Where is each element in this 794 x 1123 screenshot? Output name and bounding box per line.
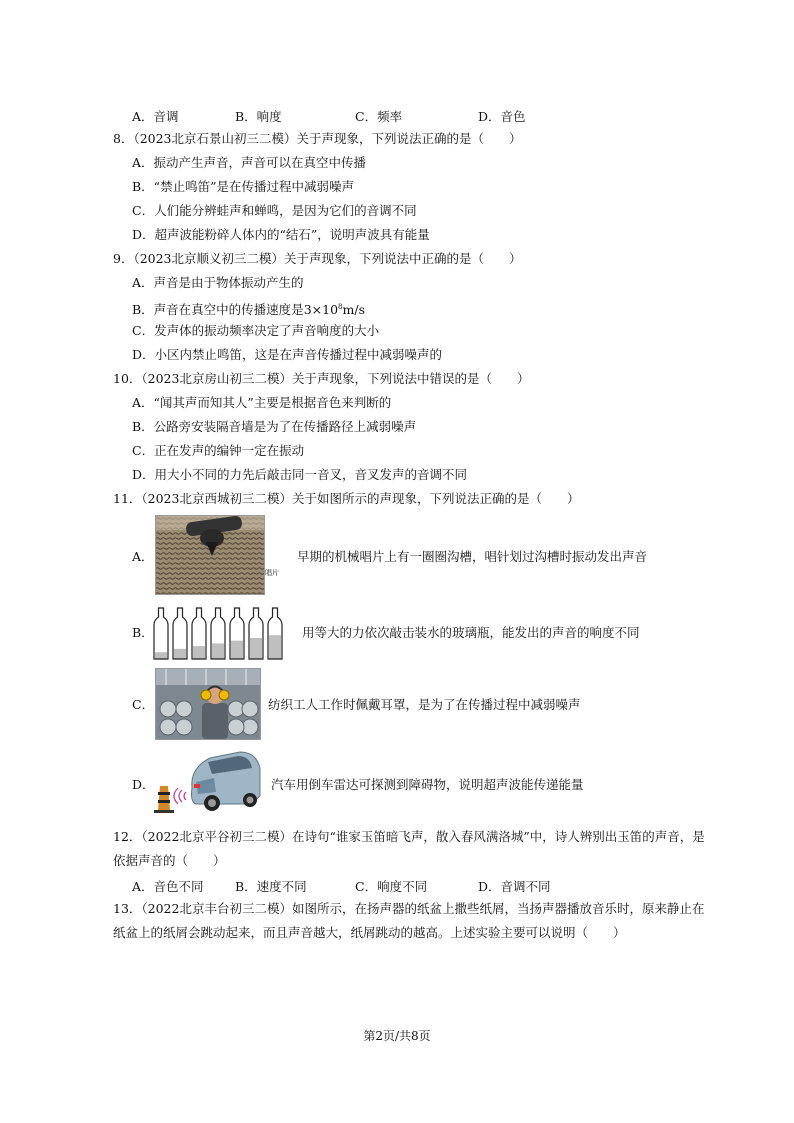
- q11-option-a-text: 早期的机械唱片上有一圈圈沟槽，唱针划过沟槽时振动发出声音: [297, 549, 648, 564]
- q11-option-d-label: D．: [132, 777, 155, 792]
- bottle-water-6: [250, 638, 262, 659]
- bottle-water-1: [155, 652, 167, 659]
- q10-option-a: A．“闻其声而知其人”主要是根据音色来判断的: [132, 395, 392, 410]
- bottle-water-3: [193, 646, 205, 659]
- q12-stem-line1: 12．（2022北京平谷初三二模）在诗句“谁家玉笛暗飞声，散入春风满洛城”中，诗人辨别出玉笛的声音，是: [113, 829, 705, 844]
- glass-bottle-1: [154, 608, 168, 659]
- q7-option-c: C．频率: [355, 109, 403, 124]
- q8-option-b: B．“禁止鸣笛”是在传播过程中减弱噪声: [132, 179, 354, 194]
- q11-option-c-text: 纺织工人工作时佩戴耳罩，是为了在传播过程中减弱噪声: [268, 697, 581, 712]
- q9-option-d: D．小区内禁止鸣笛，这是在声音传播过程中减弱噪声的: [132, 347, 443, 362]
- glass-bottle-5: [230, 608, 244, 659]
- glass-bottle-3: [192, 608, 206, 659]
- q12-option-b: B．速度不同: [235, 879, 307, 894]
- record-caption: 唱片: [265, 569, 279, 577]
- q9-speed-base: 3×10: [303, 302, 339, 317]
- q8-stem: 8．（2023北京石景山初三二模）关于声现象，下列说法正确的是（ ）: [113, 131, 522, 146]
- bottle-water-7: [269, 635, 281, 659]
- q11-option-b-label: B．: [132, 625, 154, 640]
- q13-stem-line1: 13．（2022北京丰台初三二模）如图所示，在扬声器的纸盆上撒些纸屑，当扬声器播放音乐时，原来静止在: [113, 901, 705, 916]
- q9-speed-unit: m/s: [342, 302, 365, 317]
- page-number: 第2页/共8页: [363, 1029, 431, 1043]
- q11-option-b-text: 用等大的力依次敲击装水的玻璃瓶，能发出的声音的响度不同: [302, 625, 640, 640]
- q9-stem: 9．（2023北京顺义初三二模）关于声现象，下列说法中正确的是（ ）: [113, 251, 522, 266]
- q10-option-b: B．公路旁安装隔音墙是为了在传播路径上减弱噪声: [132, 419, 417, 434]
- q8-option-c: C．人们能分辨蛙声和蝉鸣，是因为它们的音调不同: [132, 203, 417, 218]
- textile-worker-image: [155, 668, 261, 740]
- glass-bottle-7: [268, 608, 282, 659]
- q7-option-d: D．音色: [478, 109, 526, 124]
- car-parking-radar-image: [152, 748, 262, 814]
- q11-stem: 11．（2023北京西城初三二模）关于如图所示的声现象，下列说法正确的是（ ）: [113, 491, 580, 506]
- q13-stem-line2: 纸盆上的纸屑会跳动起来，而且声音越大，纸屑跳动的越高。上述实验主要可以说明（ ）: [113, 925, 626, 940]
- record-needle-icon: [156, 516, 264, 594]
- q12-option-c: C．响度不同: [355, 879, 428, 894]
- q11-option-d-text: 汽车用倒车雷达可探测到障碍物，说明超声波能传递能量: [271, 777, 584, 792]
- q9-option-c: C．发声体的振动频率决定了声音响度的大小: [132, 323, 380, 338]
- q7-option-b: B．响度: [235, 109, 282, 124]
- bottle-water-5: [231, 641, 243, 659]
- q11-option-a-label: A．: [132, 549, 154, 564]
- q7-option-a: A．音调: [132, 109, 179, 124]
- q9-option-b-text: B．声音在真空中的传播速度是: [132, 302, 304, 317]
- q9-option-a: A．声音是由于物体振动产生的: [132, 275, 304, 290]
- bottle-water-2: [174, 649, 186, 659]
- q9-option-b: [132, 299, 365, 318]
- q12-option-a: A．音色不同: [132, 879, 204, 894]
- record-groove-image: [155, 515, 265, 595]
- q10-option-d: D．用大小不同的力先后敲击同一音叉，音叉发声的音调不同: [132, 467, 468, 482]
- q12-stem-line2: 依据声音的（ ）: [113, 853, 226, 868]
- q12-option-d: D．音调不同: [478, 879, 551, 894]
- bottle-water-4: [212, 643, 224, 659]
- glass-bottle-6: [249, 608, 263, 659]
- q8-option-a: A．振动产生声音，声音可以在真空中传播: [132, 155, 367, 170]
- water-bottles-diagram: [152, 607, 292, 661]
- bottle-outline-1: [154, 608, 168, 659]
- earmuffs-icon: [156, 669, 260, 739]
- q9-speed-exponent: 8: [338, 303, 343, 311]
- q10-stem: 10．（2023北京房山初三二模）关于声现象，下列说法中错误的是（ ）: [113, 371, 530, 386]
- q10-option-c: C．正在发声的编钟一定在振动: [132, 443, 305, 458]
- car-icon: [152, 748, 262, 814]
- q8-option-d: D．超声波能粉碎人体内的“结石”，说明声波具有能量: [132, 227, 430, 242]
- q11-option-c-label: C．: [132, 697, 155, 712]
- glass-bottle-2: [173, 608, 187, 659]
- glass-bottle-4: [211, 608, 225, 659]
